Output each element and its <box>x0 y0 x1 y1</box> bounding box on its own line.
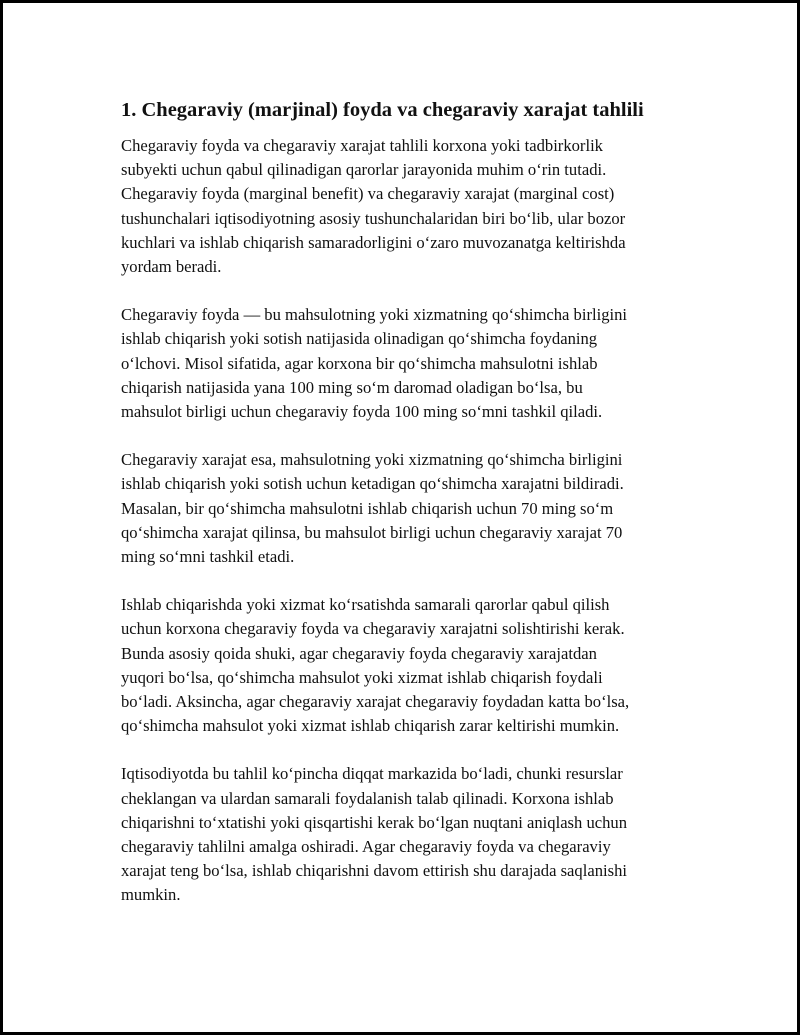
paragraph <box>121 762 689 907</box>
paragraph-line: o‘lchovi. Misol sifatida, agar korxona bir qo‘shimcha mahsulotni ishlab <box>121 353 598 373</box>
document-body <box>121 97 689 932</box>
paragraph-line: ming so‘mni tashkil etadi. <box>121 547 295 567</box>
paragraph-line: ishlab chiqarish yoki sotish uchun ketadigan qo‘shimcha xarajatni bildiradi. <box>121 474 624 494</box>
paragraph-line: Bunda asosiy qoida shuki, agar chegaraviy foyda chegaraviy xarajatdan <box>121 643 597 663</box>
paragraph-line: Chegaraviy foyda (marginal benefit) va chegaraviy xarajat (marginal cost) <box>121 184 615 204</box>
paragraph <box>121 593 689 738</box>
paragraph-line: tushunchalari iqtisodiyotning asosiy tushunchalaridan biri bo‘lib, ular bozor <box>121 208 626 228</box>
paragraph-line: yordam beradi. <box>121 257 222 277</box>
paragraph-line: qo‘shimcha xarajat qilinsa, bu mahsulot birligi uchun chegaraviy xarajat 70 <box>121 522 623 542</box>
paragraph <box>121 303 689 424</box>
paragraph-line: chiqarishni to‘xtatishi yoki qisqartishi kerak bo‘lgan nuqtani aniqlash uchun <box>121 812 628 832</box>
paragraph-line: Chegaraviy xarajat esa, mahsulotning yoki xizmatning qo‘shimcha birligini <box>121 450 623 470</box>
paragraph <box>121 134 689 279</box>
paragraph-line: Iqtisodiyotda bu tahlil ko‘pincha diqqat markazida bo‘ladi, chunki resurslar <box>121 764 623 784</box>
paragraph <box>121 448 689 569</box>
paragraph-line: mahsulot birligi uchun chegaraviy foyda 100 ming so‘mni tashkil qiladi. <box>121 402 603 422</box>
paragraph-line: mumkin. <box>121 885 181 905</box>
paragraph-line: bo‘ladi. Aksincha, agar chegaraviy xarajat chegaraviy foydadan katta bo‘lsa, <box>121 692 630 712</box>
paragraph-line: qo‘shimcha mahsulot yoki xizmat ishlab chiqarish zarar keltirishi mumkin. <box>121 716 620 736</box>
paragraph-line: chiqarish natijasida yana 100 ming so‘m daromad oladigan bo‘lsa, bu <box>121 377 583 397</box>
paragraph-line: Chegaraviy foyda va chegaraviy xarajat tahlili korxona yoki tadbirkorlik <box>121 136 603 155</box>
paragraph-line: yuqori bo‘lsa, qo‘shimcha mahsulot yoki xizmat ishlab chiqarish foydali <box>121 667 603 687</box>
paragraph-list <box>121 134 689 908</box>
paragraph-line: chegaraviy tahlilni amalga oshiradi. Agar chegaraviy foyda va chegaraviy <box>121 837 611 857</box>
paragraph-line: subyekti uchun qabul qilinadigan qarorlar jarayonida muhim o‘rin tutadi. <box>121 160 607 180</box>
paragraph-line: Ishlab chiqarishda yoki xizmat ko‘rsatishda samarali qarorlar qabul qilish <box>121 595 610 615</box>
section-heading: 1. Chegaraviy (marjinal) foyda va chegaraviy xarajat tahlili <box>121 99 644 121</box>
paragraph-line: uchun korxona chegaraviy foyda va chegaraviy xarajatni solishtirishi kerak. <box>121 619 625 639</box>
paragraph-line: Masalan, bir qo‘shimcha mahsulotni ishlab chiqarish uchun 70 ming so‘m <box>121 498 614 518</box>
paragraph-line: ishlab chiqarish yoki sotish natijasida olinadigan qo‘shimcha foydaning <box>121 329 598 349</box>
paragraph-line: xarajat teng bo‘lsa, ishlab chiqarishni davom ettirish shu darajada saqlanishi <box>121 861 627 881</box>
paragraph-line: cheklangan va ulardan samarali foydalanish talab qilinadi. Korxona ishlab <box>121 788 614 808</box>
paragraph-line: Chegaraviy foyda — bu mahsulotning yoki xizmatning qo‘shimcha birligini <box>121 305 628 325</box>
paragraph-line: kuchlari va ishlab chiqarish samaradorligini o‘zaro muvozanatga keltirishda <box>121 232 626 252</box>
